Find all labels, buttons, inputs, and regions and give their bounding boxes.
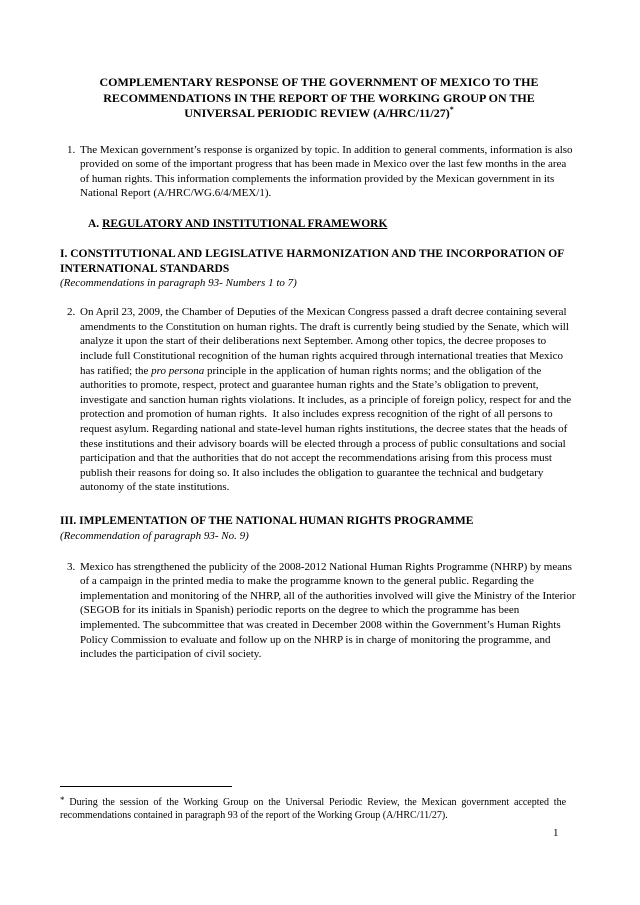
footnote-separator bbox=[60, 786, 232, 787]
title-footnote-marker-icon: * bbox=[449, 105, 454, 114]
paragraph-3-number: 3. bbox=[67, 560, 76, 573]
paragraph-2-text bbox=[80, 306, 574, 493]
document-title-text: COMPLEMENTARY RESPONSE OF THE GOVERNMENT OF MEXICO TO THE RECOMMENDATIONS IN THE REPORT OF THE WORKING GROUP ON THE UNIVERSAL PERIODIC REVIEW (A/HRC/11/27) bbox=[99, 75, 539, 120]
section-a-title: REGULATORY AND INSTITUTIONAL FRAMEWORK bbox=[102, 217, 388, 230]
section-heading-a bbox=[88, 217, 578, 232]
paragraph-3-text: Mexico has strengthened the publicity of the 2008-2012 National Human Rights Programme (NHRP) by means of a campaign in the printed media to make the programme known to the general public. Regarding the implementation and monitoring of the NHRP, all of the authorities involved will give the Ministry of the Interior (SEGOB for its initials in Spanish) periodic reports on the degree to which the programme has been implemented. The subcommittee that was created in December 2008 within the Government’s Human Rights Policy Commission to evaluate and follow up on the NHRP is in charge of monitoring the programme, and includes the participation of civil society. bbox=[80, 560, 579, 661]
paragraph-2-number: 2. bbox=[67, 306, 76, 319]
page-number: 1 bbox=[553, 827, 559, 839]
recommendation-note-i: (Recommendations in paragraph 93- Numbers 1 to 7) bbox=[60, 277, 297, 290]
section-heading-iii: III. IMPLEMENTATION OF THE NATIONAL HUMAN RIGHTS PROGRAMME bbox=[60, 514, 474, 527]
paragraph-1-text: The Mexican government’s response is organized by topic. In addition to general comments, information is also provided on some of the important progress that has been made in Mexico over the last few months in the area of human rights. This information complements the information provided by the Mexican government in its National Report (A/HRC/WG.6/4/MEX/1). bbox=[80, 143, 576, 200]
recommendation-note-iii: (Recommendation of paragraph 93- No. 9) bbox=[60, 529, 249, 542]
section-a-number: A. bbox=[88, 217, 100, 230]
document-content bbox=[60, 0, 578, 662]
paragraph-2-text-after-italic: principle in the application of human rights norms; and the obligation of the authorities to promote, respect, protect and guarantee human rights and the State’s obligation to prevent, investigate and sanction human rights violations. It includes, as a principle of foreign policy, respect for and the protection and promotion of human rights. It also includes express recognition of the right of all persons to request asylum. Regarding national and state-level human rights institutions, the decree states that the heads of these institutions and their advisory boards will be elected through a process of public consultations and social participation and that the authorities that do not accept the recommendations arising from this process must publish their reasons for doing so. It also includes the obligation to guarantee the technical and budgetary autonomy of the state institutions. bbox=[80, 364, 574, 494]
footnote-marker-icon: * bbox=[60, 795, 65, 805]
section-heading-i: I. CONSTITUTIONAL AND LEGISLATIVE HARMONIZATION AND THE INCORPORATION OF INTERNATIONAL STANDARDS bbox=[60, 247, 564, 275]
numbered-paragraph-1 bbox=[60, 143, 578, 201]
footnote-area bbox=[60, 786, 566, 822]
paragraph-1-number: 1. bbox=[67, 143, 76, 156]
paragraph-2-text-before-italic: On April 23, 2009, the Chamber of Deputies of the Mexican Congress passed a draft decree containing several amendments to the Constitution on human rights. The draft is currently being studied by the Senate, which will analyze it upon the start of their deliberations next September. Among other topics, the decree proposes to include full Constitutional recognition of the human rights acquired through international treaties that Mexico has ratified; the bbox=[80, 306, 572, 377]
footnote bbox=[60, 794, 566, 822]
numbered-paragraph-2 bbox=[60, 305, 578, 495]
document-title bbox=[69, 75, 569, 122]
footnote-text: During the session of the Working Group on the Universal Periodic Review, the Mexican government accepted the recommendations contained in paragraph 93 of the report of the Working Group (A/HRC/11/27). bbox=[60, 797, 567, 821]
paragraph-2-italic-phrase: pro persona bbox=[151, 364, 205, 377]
numbered-paragraph-3 bbox=[60, 560, 578, 662]
